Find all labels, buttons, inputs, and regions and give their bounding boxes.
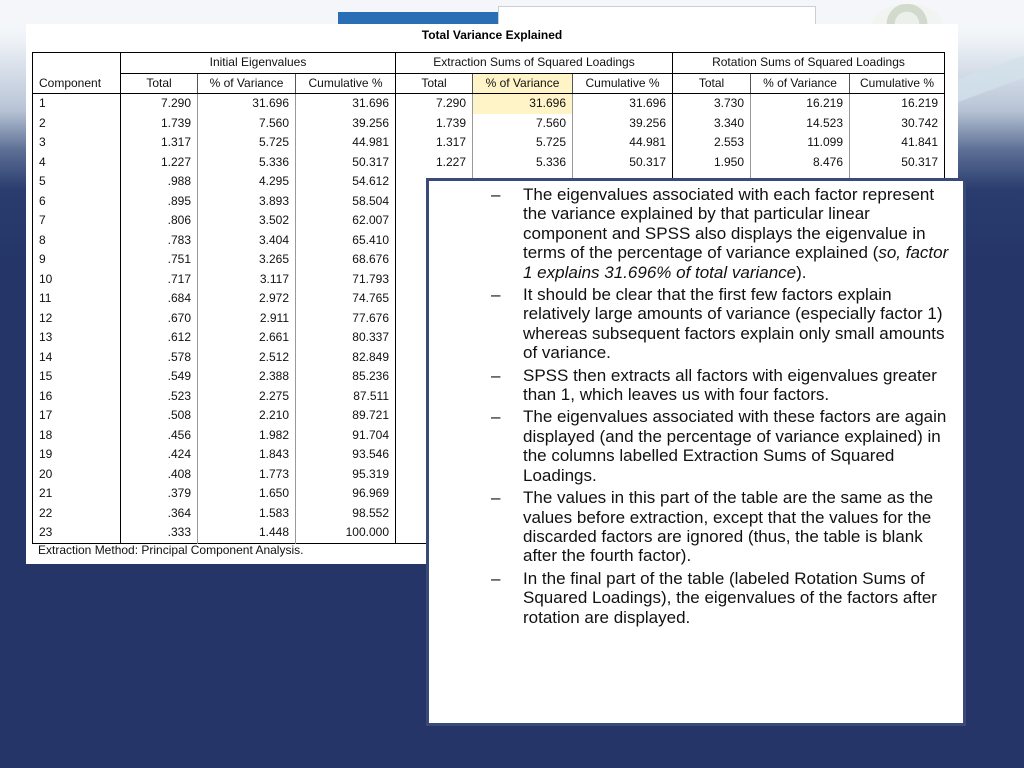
iv-value-cell: 31.696 [296, 94, 396, 114]
iv-value-cell: .508 [121, 406, 198, 426]
rot-value-cell: 1.950 [673, 153, 751, 173]
iv-value-cell: 3.117 [198, 270, 296, 290]
rot-value-cell: 50.317 [850, 153, 945, 173]
component-cell: 12 [39, 310, 53, 325]
iv-value-cell: .333 [121, 523, 198, 543]
iv-value-cell: 7.290 [121, 94, 198, 114]
component-cell: 13 [39, 330, 53, 344]
ex-value-cell: 39.256 [573, 114, 673, 134]
iv-value-cell: 39.256 [296, 114, 396, 134]
ex-value-cell: 1.739 [396, 114, 473, 134]
component-cell: 16 [39, 388, 53, 403]
iv-value-cell: 5.725 [198, 133, 296, 153]
bullet-text: ). [796, 262, 807, 282]
iv-value-cell: .751 [121, 250, 198, 270]
iv-value-cell: 2.972 [198, 289, 296, 309]
component-cell: 20 [39, 466, 53, 481]
iv-value-cell: .456 [121, 426, 198, 446]
col-header-pct-variance: % of Variance [198, 73, 296, 94]
ex-value-cell: 7.560 [473, 114, 573, 134]
bullet-dash: – [491, 407, 501, 427]
table-row [33, 153, 945, 173]
iv-value-cell: 2.512 [198, 348, 296, 368]
bullet-text: The values in this part of the table are the same as the values before extraction, except that the values for the discarded factors are ignored (thus, the table is blank after the fourth factor). [523, 488, 934, 566]
bullet-item [491, 488, 953, 566]
col-header-pct-variance: % of Variance [473, 73, 573, 94]
component-cell: 1 [39, 96, 46, 110]
iv-value-cell: 4.295 [198, 172, 296, 192]
bullet-dash: – [491, 568, 501, 588]
iv-value-cell: 5.336 [198, 153, 296, 173]
iv-value-cell: .578 [121, 348, 198, 368]
component-cell: 4 [39, 154, 46, 169]
iv-value-cell: .612 [121, 328, 198, 348]
iv-value-cell: 74.765 [296, 289, 396, 309]
bullet-dash: – [491, 185, 501, 204]
component-cell: 15 [39, 369, 53, 383]
component-cell: 18 [39, 427, 53, 442]
rot-value-cell: 16.219 [751, 94, 850, 114]
col-header-pct-variance: % of Variance [751, 73, 850, 94]
iv-value-cell: 80.337 [296, 328, 396, 348]
component-cell: 23 [39, 525, 53, 539]
bullet-item [491, 366, 953, 405]
component-cell: 7 [39, 213, 46, 227]
iv-value-cell: .895 [121, 192, 198, 212]
explanation-text-box [426, 178, 966, 726]
component-cell: 11 [39, 291, 52, 305]
iv-value-cell: 1.739 [121, 114, 198, 134]
bullet-emphasis: so, factor 1 explains 31.696% of total variance [523, 243, 949, 282]
rot-value-cell: 8.476 [751, 153, 850, 173]
ex-value-cell: 5.725 [473, 133, 573, 153]
col-header-total: Total [121, 73, 198, 94]
ex-value-cell: 50.317 [573, 153, 673, 173]
bullet-dash: – [491, 365, 501, 385]
table-row [33, 94, 945, 114]
component-cell: 5 [39, 174, 46, 188]
bullet-item [491, 569, 953, 627]
component-cell: 10 [39, 271, 53, 286]
ex-value-cell: 1.317 [396, 133, 473, 153]
bullet-dash: – [491, 285, 501, 305]
iv-value-cell: .424 [121, 445, 198, 465]
rot-value-cell: 14.523 [751, 114, 850, 134]
rot-value-cell: 30.742 [850, 114, 945, 134]
group-header-row [33, 53, 945, 74]
ex-value-cell: 44.981 [573, 133, 673, 153]
bullet-text: The eigenvalues associated with each factor represent the variance explained by that particular linear component and SPSS also displays the eigenvalue in terms of the percentage of variance explained ( [523, 185, 935, 263]
iv-value-cell: 3.893 [198, 192, 296, 212]
group-header-initial: Initial Eigenvalues [121, 53, 396, 74]
group-header-extraction: Extraction Sums of Squared Loadings [396, 53, 673, 74]
iv-value-cell: 85.236 [296, 367, 396, 387]
component-cell: 19 [39, 447, 53, 461]
component-cell: 6 [39, 193, 46, 208]
iv-value-cell: 2.275 [198, 387, 296, 407]
component-cell: 2 [39, 115, 46, 130]
iv-value-cell: .549 [121, 367, 198, 387]
table-row [33, 114, 945, 134]
component-cell: 22 [39, 505, 53, 520]
col-header-cumulative: Cumulative % [850, 73, 945, 94]
iv-value-cell: 89.721 [296, 406, 396, 426]
iv-value-cell: 50.317 [296, 153, 396, 173]
iv-value-cell: .783 [121, 231, 198, 251]
iv-value-cell: 93.546 [296, 445, 396, 465]
bullet-item [491, 407, 953, 485]
bullet-dash: – [491, 488, 501, 508]
col-header-cumulative: Cumulative % [573, 73, 673, 94]
bullet-text: SPSS then extracts all factors with eigenvalues greater than 1, which leaves us with four factors. [523, 365, 937, 405]
iv-value-cell: 62.007 [296, 211, 396, 231]
iv-value-cell: .806 [121, 211, 198, 231]
component-cell: 21 [39, 486, 53, 500]
iv-value-cell: 54.612 [296, 172, 396, 192]
iv-value-cell: 7.560 [198, 114, 296, 134]
component-cell: 14 [39, 349, 53, 364]
iv-value-cell: .523 [121, 387, 198, 407]
iv-value-cell: 2.388 [198, 367, 296, 387]
iv-value-cell: .670 [121, 309, 198, 329]
rot-value-cell: 41.841 [850, 133, 945, 153]
component-header: Component [33, 73, 121, 94]
iv-value-cell: .988 [121, 172, 198, 192]
iv-value-cell: 1.317 [121, 133, 198, 153]
iv-value-cell: 2.911 [198, 309, 296, 329]
iv-value-cell: 3.265 [198, 250, 296, 270]
iv-value-cell: 77.676 [296, 309, 396, 329]
iv-value-cell: .379 [121, 484, 198, 504]
bullet-item [491, 185, 953, 282]
table-row [33, 133, 945, 153]
col-header-total: Total [673, 73, 751, 94]
iv-value-cell: 1.650 [198, 484, 296, 504]
component-cell: 3 [39, 135, 46, 149]
iv-value-cell: 82.849 [296, 348, 396, 368]
iv-value-cell: 1.982 [198, 426, 296, 446]
bullet-text: In the final part of the table (labeled Rotation Sums of Squared Loadings), the eigenvalues of the factors after rotation are displayed. [523, 568, 937, 627]
iv-value-cell: 65.410 [296, 231, 396, 251]
iv-value-cell: 91.704 [296, 426, 396, 446]
rot-value-cell: 3.730 [673, 94, 751, 114]
iv-value-cell: 1.843 [198, 445, 296, 465]
iv-value-cell: 96.969 [296, 484, 396, 504]
iv-value-cell: 98.552 [296, 504, 396, 524]
iv-value-cell: 1.448 [198, 523, 296, 543]
group-header-rotation: Rotation Sums of Squared Loadings [673, 53, 945, 74]
iv-value-cell: 31.696 [198, 94, 296, 114]
ex-value-cell: 5.336 [473, 153, 573, 173]
iv-value-cell: 3.502 [198, 211, 296, 231]
iv-value-cell: 71.793 [296, 270, 396, 290]
ex-value-cell: 31.696 [573, 94, 673, 114]
iv-value-cell: 68.676 [296, 250, 396, 270]
iv-value-cell: 44.981 [296, 133, 396, 153]
iv-value-cell: 100.000 [296, 523, 396, 543]
rot-value-cell: 16.219 [850, 94, 945, 114]
iv-value-cell: .408 [121, 465, 198, 485]
iv-value-cell: .364 [121, 504, 198, 524]
col-header-cumulative: Cumulative % [296, 73, 396, 94]
rot-value-cell: 11.099 [751, 133, 850, 153]
ex-value-cell: 1.227 [396, 153, 473, 173]
iv-value-cell: 87.511 [296, 387, 396, 407]
rot-value-cell: 2.553 [673, 133, 751, 153]
col-header-total: Total [396, 73, 473, 94]
bullet-list [491, 185, 953, 627]
iv-value-cell: 1.227 [121, 153, 198, 173]
bullet-text: It should be clear that the first few factors explain relatively large amounts of variance (especially factor 1) whereas subsequent factors explain only small amounts of variance. [523, 285, 945, 363]
ex-value-cell: 7.290 [396, 94, 473, 114]
table-title: Total Variance Explained [421, 28, 563, 42]
iv-value-cell: 2.661 [198, 328, 296, 348]
rot-value-cell: 3.340 [673, 114, 751, 134]
sub-header-row [33, 73, 945, 94]
component-cell: 17 [39, 408, 53, 422]
component-cell: 9 [39, 252, 46, 266]
bullet-item [491, 285, 953, 363]
component-cell: 8 [39, 232, 46, 247]
iv-value-cell: .684 [121, 289, 198, 309]
table-footnote: Extraction Method: Principal Component Analysis. [38, 543, 304, 557]
iv-value-cell: 58.504 [296, 192, 396, 212]
ex-value-cell: 31.696 [473, 94, 573, 114]
iv-value-cell: 1.773 [198, 465, 296, 485]
iv-value-cell: 95.319 [296, 465, 396, 485]
iv-value-cell: 2.210 [198, 406, 296, 426]
iv-value-cell: 1.583 [198, 504, 296, 524]
bullet-text: The eigenvalues associated with these factors are again displayed (and the percentage of variance explained) in the columns labelled Extraction Sums of Squared Loadings. [523, 407, 947, 485]
iv-value-cell: .717 [121, 270, 198, 290]
iv-value-cell: 3.404 [198, 231, 296, 251]
